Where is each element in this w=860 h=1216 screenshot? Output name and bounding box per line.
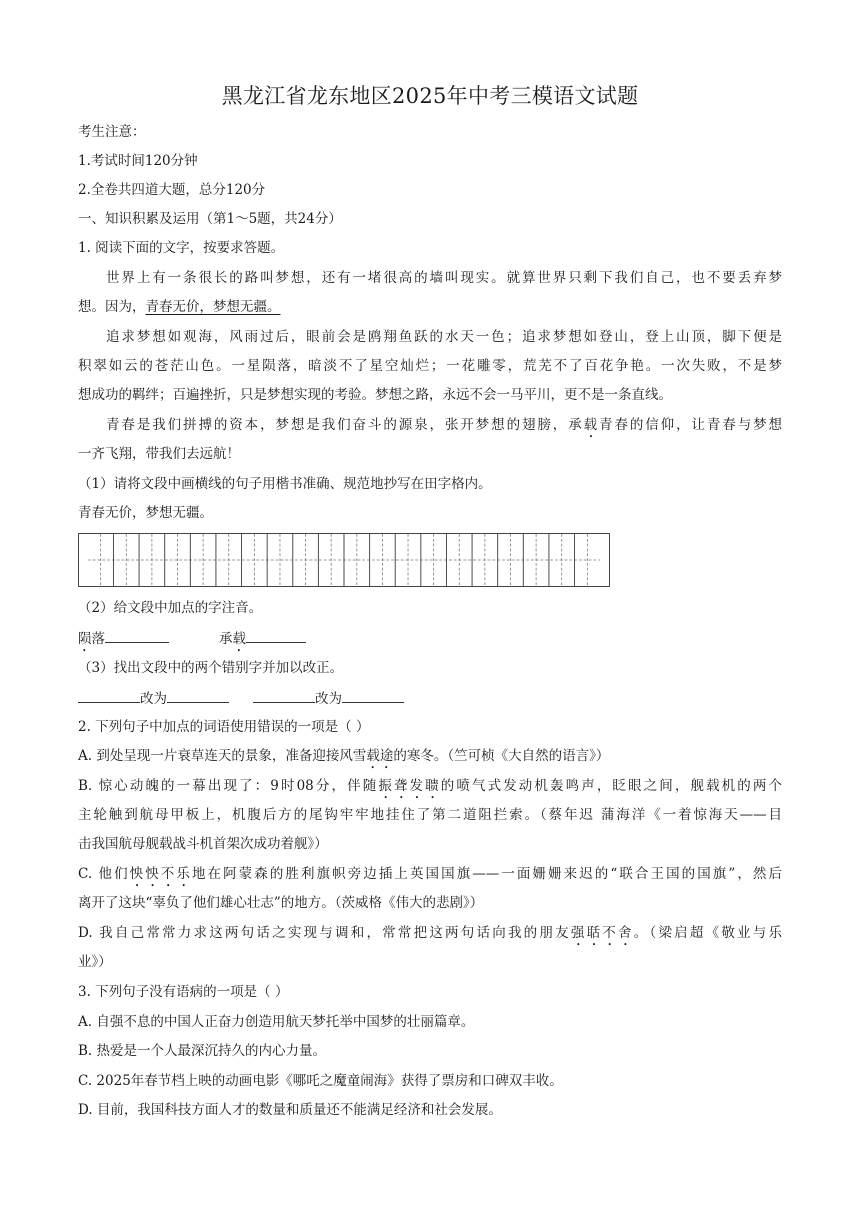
notice-item: 2.全卷共四道大题，总分120分 <box>78 182 266 198</box>
option-c-line: 离开了这块“辜负了他们雄心壮志”的地方。（茨威格《伟大的悲剧》） <box>78 895 484 911</box>
option-text: 地在阿蒙森的胜利旗帜旁边插上英国国旗——一面姗姗来迟的“联合王国的国旗”，然后 <box>191 866 782 882</box>
question-3-stem: 3. 下列句子没有语病的一项是（ ） <box>78 984 289 1000</box>
option-b: B. 热爱是一个人最深沉持久的内心力量。 <box>78 1043 327 1059</box>
correction-label: 改为 <box>315 691 342 707</box>
option-a: A. 自强不息的中国人正奋力创造用航天梦托举中国梦的壮丽篇章。 <box>78 1014 475 1030</box>
correction-row <box>78 687 782 709</box>
passage-text: 青春是我们拼搏的资本，梦想是我们奋斗的源泉，张开梦想的翅膀，承 <box>106 417 584 433</box>
dotted-char: 陨 <box>78 631 92 647</box>
passage-line: 想成功的羁绊；百遍挫折，只是梦想实现的考验。梦想之路，永远不会一马平川，更不是一条直线。 <box>78 387 672 403</box>
answer-blank[interactable] <box>105 627 169 643</box>
answer-blank[interactable] <box>167 687 229 703</box>
dotted-word: 振聋发聩 <box>378 778 441 794</box>
option-text: 。（梁启超《敬业与乐 <box>633 925 783 941</box>
pinyin-answer-row <box>78 627 782 655</box>
passage-text: 想。因为， <box>78 299 146 315</box>
option-a <box>78 746 782 772</box>
option-d: D. 目前，我国科技方面人才的数量和质量还不能满足经济和社会发展。 <box>78 1102 502 1118</box>
option-b <box>78 776 782 802</box>
passage-line: 追求梦想如观海，风雨过后，眼前会是鸥翔鱼跃的水天一色；追求梦想如登山，登上山顶，脚下便是 <box>106 329 782 345</box>
option-text: C. 他们 <box>78 866 130 882</box>
dotted-char: 载 <box>583 417 600 433</box>
option-text: B. 惊心动魄的一幕出现了：9时08分，伴随 <box>78 778 379 794</box>
option-c <box>78 864 782 890</box>
option-text: 的寒冬。（竺可桢《大自然的语言》） <box>393 748 610 764</box>
dotted-char: 载 <box>232 631 246 647</box>
word-text: 承 <box>219 631 233 647</box>
tianzige-grid[interactable] <box>78 533 610 587</box>
option-text: 的喷气式发动机轰鸣声，眨眼之间，舰载机的两个 <box>440 778 783 794</box>
notice-item: 1.考试时间120分钟 <box>78 153 198 169</box>
notice-heading: 考生注意： <box>78 124 146 140</box>
sub-question: （2）给文段中加点的字注音。 <box>78 600 263 616</box>
sub-question: （3）找出文段中的两个错别字并加以改正。 <box>78 660 344 676</box>
passage-line: 世界上有一条很长的路叫梦想，还有一堵很高的墙叫现实。就算世界只剩下我们自己，也不要丢弃梦 <box>106 270 782 286</box>
dotted-word: 载途 <box>366 748 394 764</box>
option-text: A. 到处呈现一片衰草连天的景象，准备迎接风雪 <box>78 748 367 764</box>
dotted-word: 怏怏不乐 <box>129 866 192 882</box>
question-1-stem: 1. 阅读下面的文字，按要求答题。 <box>78 240 285 256</box>
passage-line: 积翠如云的苍茫山色。一星陨落，暗淡不了星空灿烂；一花雕零，荒芜不了百花争艳。一次失败，不是梦 <box>78 358 782 374</box>
exam-title: 黑龙江省龙东地区2025年中考三模语文试题 <box>221 84 639 108</box>
correction-label: 改为 <box>140 691 167 707</box>
answer-blank[interactable] <box>78 687 140 703</box>
passage-text: 青春的信仰，让青春与梦想 <box>599 417 783 433</box>
option-b-line: 击我国航母舰载战斗机首架次成功着舰》） <box>78 836 328 852</box>
word-text: 落 <box>91 631 105 647</box>
answer-blank[interactable] <box>253 687 315 703</box>
sub-question: （1）请将文段中画横线的句子用楷书准确、规范地抄写在田字格内。 <box>78 476 492 492</box>
underlined-sentence: 青春无价，梦想无疆。 <box>145 299 281 315</box>
dotted-word: 强聒不舍 <box>570 925 634 941</box>
copy-text: 青春无价，梦想无疆。 <box>78 505 213 521</box>
option-d <box>78 923 782 949</box>
passage-line <box>78 297 782 317</box>
passage-line: 一齐飞翔，带我们去远航！ <box>78 446 240 462</box>
option-text: D. 我自己常常力求这两句话之实现与调和，常常把这两句话向我的朋友 <box>78 925 571 941</box>
answer-blank[interactable] <box>342 687 404 703</box>
section-heading: 一、知识积累及运用（第1～5题，共24分） <box>78 211 342 227</box>
question-2-stem: 2. 下列句子中加点的词语使用错误的一项是（ ） <box>78 719 370 735</box>
answer-blank[interactable] <box>246 627 306 643</box>
option-b-line: 主轮触到航母甲板上，机腹后方的尾钩牢牢地挂住了第二道阻拦索。（蔡年迟 蒲海洋《一着惊海天——目 <box>78 807 782 823</box>
passage-line <box>106 415 782 441</box>
option-d-line: 业》） <box>78 954 112 970</box>
option-c: C. 2025年春节档上映的动画电影《哪吒之魔童闹海》获得了票房和口碑双丰收。 <box>78 1073 563 1089</box>
